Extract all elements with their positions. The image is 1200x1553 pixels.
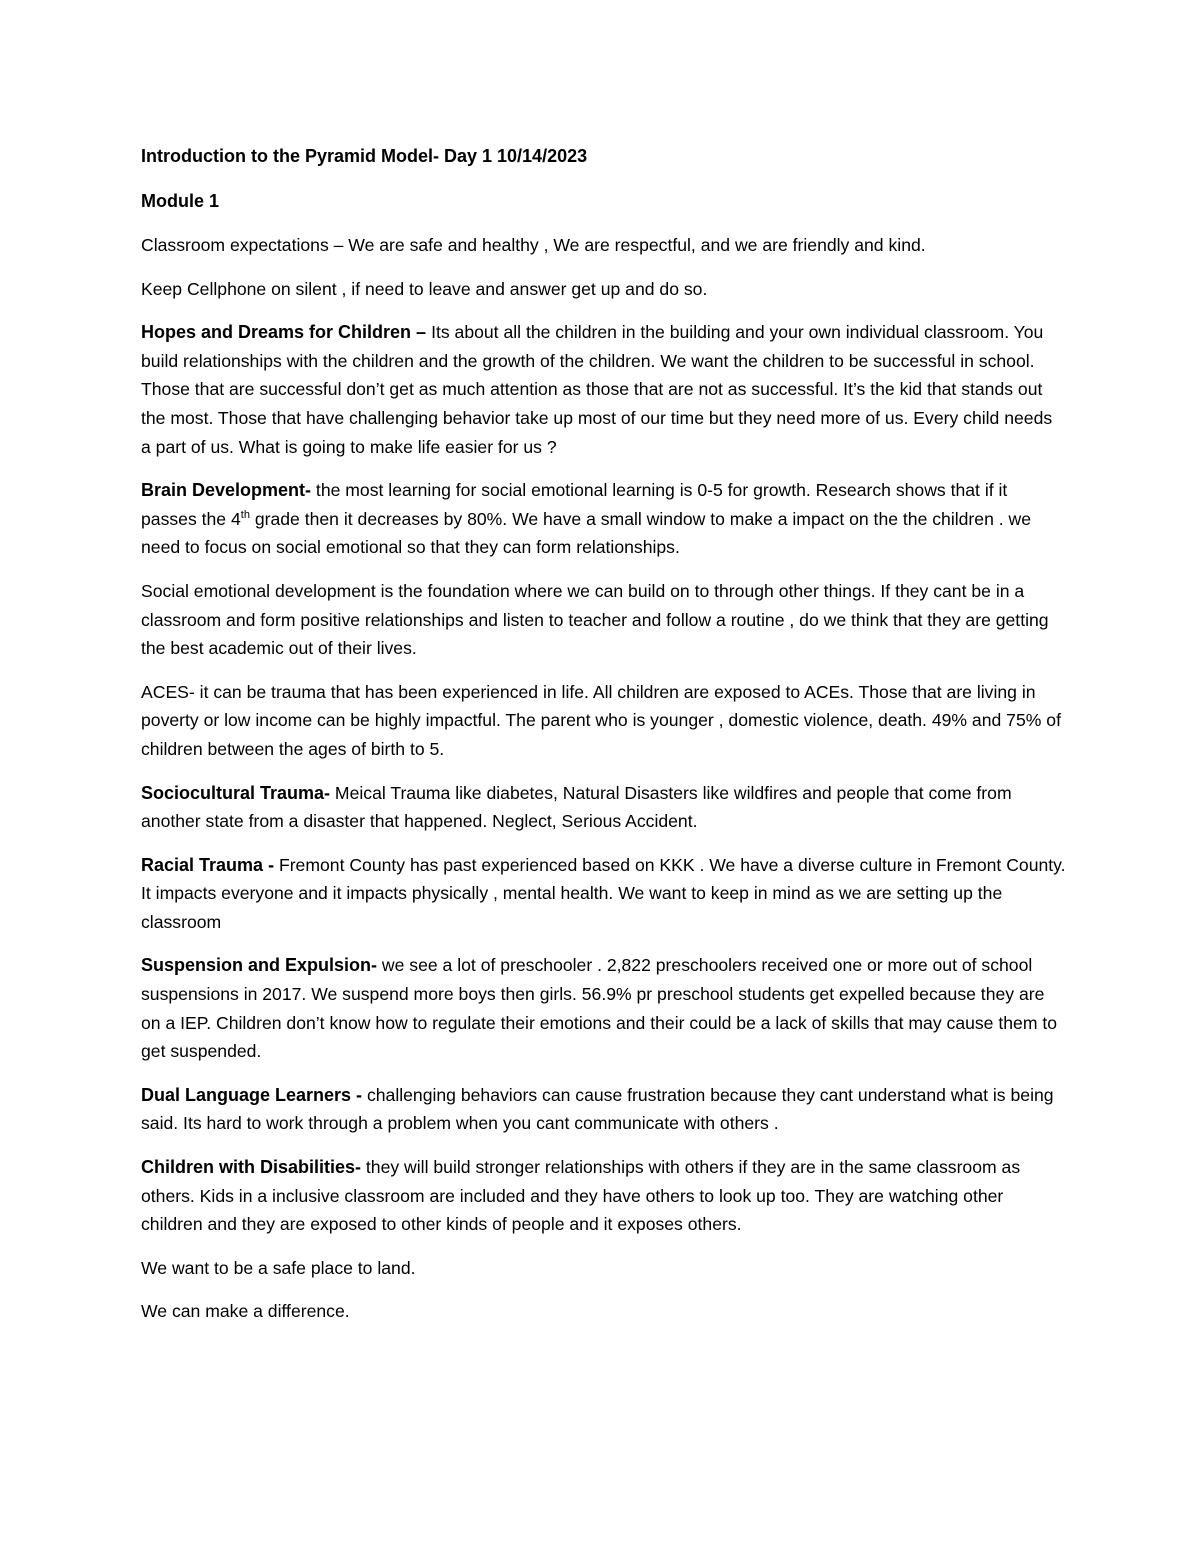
suspension-expulsion-paragraph <box>141 951 1066 1065</box>
sociocultural-trauma-body: Meical Trauma like diabetes, Natural Disasters like wildfires and people that come from another state from a disaster that happened. Neglect, Serious Accident. <box>141 782 1012 832</box>
dual-language-paragraph <box>141 1081 1066 1138</box>
suspension-expulsion-heading: Suspension and Expulsion- <box>141 955 378 976</box>
cellphone-paragraph: Keep Cellphone on silent , if need to leave and answer get up and do so. <box>141 278 708 299</box>
sociocultural-trauma-heading: Sociocultural Trauma- <box>141 782 331 803</box>
brain-development-heading: Brain Development- <box>141 480 312 501</box>
safe-place-paragraph: We want to be a safe place to land. <box>141 1257 416 1278</box>
disabilities-paragraph <box>141 1153 1066 1239</box>
dual-language-body: challenging behaviors can cause frustration because they cant understand what is being said. Its hard to work through a problem when you cant communicate with others . <box>141 1084 1054 1134</box>
brain-development-paragraph <box>141 476 1066 562</box>
hopes-dreams-heading: Hopes and Dreams for Children – <box>141 322 432 343</box>
racial-trauma-paragraph <box>141 851 1066 937</box>
aces-paragraph: ACES- it can be trauma that has been experienced in life. All children are exposed to ACEs. Those that are living in poverty or low income can be highly impactful. The parent who is younger , domestic violence, death. 49% and 75% of children between the ages of birth to 5. <box>141 681 1061 759</box>
ordinal-superscript: th <box>240 508 250 521</box>
classroom-expectations-paragraph: Classroom expectations – We are safe and healthy , We are respectful, and we are friendly and kind. <box>141 235 926 255</box>
dual-language-heading: Dual Language Learners - <box>141 1084 363 1105</box>
hopes-dreams-paragraph <box>141 318 1066 461</box>
document-title: Introduction to the Pyramid Model- Day 1 10/14/2023 <box>141 146 588 166</box>
brain-development-body-end: grade then it decreases by 80%. We have a small window to make a impact on the the children . we need to focus on social emotional so that they can form relationships. <box>141 508 1032 558</box>
disabilities-body: they will build stronger relationships with others if they are in the same classroom as others. Kids in a inclusive classroom are included and they have others to look up too. They are watching other children and they are exposed to other kinds of people and it exposes others. <box>141 1157 1021 1235</box>
module-heading: Module 1 <box>141 191 220 211</box>
brain-development-body-start: the most learning for social emotional learning is 0-5 for growth. Research shows that if it passes the 4 <box>141 480 1008 529</box>
hopes-dreams-body: Its about all the children in the building and your own individual classroom. You build relationships with the children and the growth of the children. We want the children to be successful in school. Those that are successful don’t get as much attention as those that are not as successful. It’s the kid that stands out the most. Those that have challenging behavior take up most of our time but they need more of us. Every child needs a part of us. What is going to make life easier for us ? <box>141 322 1053 457</box>
racial-trauma-heading: Racial Trauma - <box>141 854 275 875</box>
difference-paragraph: We can make a difference. <box>141 1301 350 1322</box>
document-body <box>141 141 1066 1341</box>
racial-trauma-body: Fremont County has past experienced based on KKK . We have a diverse culture in Fremont County. It impacts everyone and it impacts physically , mental health. We want to keep in mind as we are setting up the classroom <box>141 854 1066 932</box>
suspension-expulsion-body: we see a lot of preschooler . 2,822 preschoolers received one or more out of school suspensions in 2017. We suspend more boys then girls. 56.9% pr preschool students get expelled because they are on a IEP. Children don’t know how to regulate their emotions and their could be a lack of skills that may cause them to get suspended. <box>141 955 1058 1062</box>
sociocultural-trauma-paragraph <box>141 779 1066 836</box>
social-emotional-paragraph: Social emotional development is the foundation where we can build on to through other things. If they cant be in a classroom and form positive relationships and listen to teacher and follow a routine , do we think that they are getting the best academic out of their lives. <box>141 580 1049 659</box>
disabilities-heading: Children with Disabilities- <box>141 1157 362 1178</box>
